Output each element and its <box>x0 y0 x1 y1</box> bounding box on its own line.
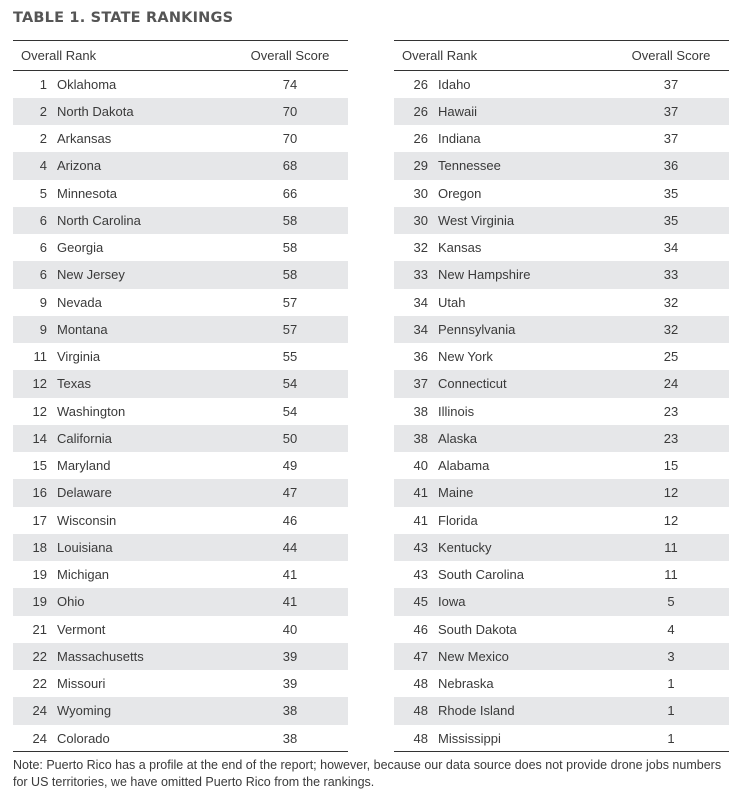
rank-cell: 45 <box>413 594 428 610</box>
state-cell: Washington <box>57 403 126 419</box>
table-row <box>394 670 729 697</box>
rank-cell: 26 <box>413 103 428 119</box>
table-row <box>13 71 348 98</box>
state-cell: Kansas <box>438 240 482 256</box>
score-cell: 36 <box>663 158 679 174</box>
state-cell: Rhode Island <box>438 703 515 719</box>
rank-cell: 14 <box>32 430 47 446</box>
table-row <box>394 289 729 316</box>
rank-cell: 48 <box>413 676 428 692</box>
score-cell: 15 <box>663 458 679 474</box>
score-cell: 1 <box>667 703 675 719</box>
table-row <box>13 316 348 343</box>
state-cell: Georgia <box>57 240 104 256</box>
table-bottom-rule <box>13 751 348 752</box>
rank-cell: 15 <box>32 458 47 474</box>
table-row <box>394 261 729 288</box>
score-cell: 41 <box>282 567 298 583</box>
table-row <box>13 207 348 234</box>
table-row <box>394 534 729 561</box>
table-row <box>13 588 348 615</box>
state-cell: Texas <box>57 376 91 392</box>
state-cell: New Hampshire <box>438 267 531 283</box>
rank-cell: 43 <box>413 567 428 583</box>
score-cell: 5 <box>667 594 675 610</box>
state-cell: Alabama <box>438 458 490 474</box>
table-row <box>13 289 348 316</box>
rank-cell: 33 <box>413 267 428 283</box>
state-cell: Alaska <box>438 430 478 446</box>
state-cell: Pennsylvania <box>438 321 516 337</box>
state-cell: Oregon <box>438 185 482 201</box>
rank-cell: 34 <box>413 321 428 337</box>
table-row <box>394 643 729 670</box>
score-cell: 44 <box>282 539 298 555</box>
score-cell: 3 <box>667 648 675 664</box>
state-cell: New Jersey <box>57 267 125 283</box>
state-cell: North Carolina <box>57 212 141 228</box>
rank-cell: 9 <box>39 321 47 337</box>
header-overall-rank: Overall Rank <box>21 48 97 63</box>
rank-cell: 41 <box>413 485 428 501</box>
score-cell: 35 <box>663 185 679 201</box>
rank-cell: 4 <box>39 158 47 174</box>
table-note: Note: Puerto Rico has a profile at the end of the report; however, because our data source does not provide drone jobs numbers for US territories, we have omitted Puerto Rico from the rankings. <box>13 758 722 789</box>
state-cell: Minnesota <box>57 185 117 201</box>
state-cell: Delaware <box>57 485 112 501</box>
table-row <box>394 370 729 397</box>
rank-cell: 24 <box>32 730 47 746</box>
rank-cell: 38 <box>413 430 428 446</box>
rank-cell: 26 <box>413 131 428 147</box>
rank-cell: 2 <box>39 131 47 147</box>
rank-cell: 43 <box>413 539 428 555</box>
rank-cell: 6 <box>39 240 47 256</box>
state-cell: Nebraska <box>438 676 494 692</box>
header-row <box>394 41 729 71</box>
state-cell: Ohio <box>57 594 85 610</box>
rank-cell: 26 <box>413 76 428 92</box>
score-cell: 4 <box>667 621 675 637</box>
table-row <box>13 125 348 152</box>
rank-cell: 6 <box>39 267 47 283</box>
rank-cell: 30 <box>413 185 428 201</box>
score-cell: 32 <box>663 321 679 337</box>
state-cell: Vermont <box>57 621 106 637</box>
table-row <box>394 452 729 479</box>
table-row <box>13 261 348 288</box>
table-row <box>13 370 348 397</box>
rank-cell: 2 <box>39 103 47 119</box>
table-row <box>394 316 729 343</box>
table-row <box>394 98 729 125</box>
table-row <box>13 234 348 261</box>
rankings-table-right <box>394 40 729 752</box>
state-cell: Tennessee <box>438 158 501 174</box>
state-cell: West Virginia <box>438 212 515 228</box>
state-cell: Florida <box>438 512 478 528</box>
table-row <box>394 125 729 152</box>
score-cell: 70 <box>282 103 298 119</box>
state-cell: Montana <box>57 321 108 337</box>
state-cell: South Carolina <box>438 567 524 583</box>
state-cell: Indiana <box>438 131 481 147</box>
score-cell: 39 <box>282 676 298 692</box>
table-row <box>394 71 729 98</box>
score-cell: 35 <box>663 212 679 228</box>
score-cell: 58 <box>282 212 298 228</box>
score-cell: 40 <box>282 621 298 637</box>
score-cell: 33 <box>663 267 679 283</box>
score-cell: 57 <box>282 321 298 337</box>
table-title: TABLE 1. STATE RANKINGS <box>13 10 234 26</box>
table-row <box>394 343 729 370</box>
rank-cell: 5 <box>39 185 47 201</box>
score-cell: 23 <box>663 403 679 419</box>
state-cell: Maryland <box>57 458 111 474</box>
rank-cell: 22 <box>32 648 47 664</box>
rank-cell: 32 <box>413 240 428 256</box>
table-row <box>13 616 348 643</box>
rank-cell: 19 <box>32 594 47 610</box>
score-cell: 68 <box>282 158 298 174</box>
rank-cell: 40 <box>413 458 428 474</box>
state-cell: Illinois <box>438 403 475 419</box>
rank-cell: 46 <box>413 621 428 637</box>
state-cell: Colorado <box>57 730 110 746</box>
table-row <box>394 725 729 752</box>
state-cell: California <box>57 430 112 446</box>
state-cell: Kentucky <box>438 539 492 555</box>
table-row <box>394 588 729 615</box>
score-cell: 24 <box>663 376 679 392</box>
table-row <box>13 643 348 670</box>
table-row <box>13 180 348 207</box>
table-row <box>13 725 348 752</box>
header-overall-rank: Overall Rank <box>402 48 478 63</box>
rank-cell: 1 <box>39 76 47 92</box>
score-cell: 38 <box>282 730 298 746</box>
rank-cell: 48 <box>413 730 428 746</box>
rank-cell: 21 <box>32 621 47 637</box>
state-cell: Arizona <box>57 158 102 174</box>
rank-cell: 11 <box>33 349 47 365</box>
rank-cell: 16 <box>32 485 47 501</box>
rank-cell: 18 <box>32 539 47 555</box>
table-row <box>13 561 348 588</box>
table-row <box>13 152 348 179</box>
score-cell: 47 <box>282 485 298 501</box>
score-cell: 11 <box>664 567 678 583</box>
score-cell: 32 <box>663 294 679 310</box>
header-overall-score: Overall Score <box>631 48 711 63</box>
score-cell: 1 <box>667 676 675 692</box>
rank-cell: 38 <box>413 403 428 419</box>
header-overall-score: Overall Score <box>250 48 330 63</box>
state-cell: Oklahoma <box>57 76 117 92</box>
table-row <box>394 234 729 261</box>
rank-cell: 37 <box>413 376 428 392</box>
table-row <box>394 561 729 588</box>
table-row <box>13 534 348 561</box>
rank-cell: 22 <box>32 676 47 692</box>
state-cell: New York <box>438 349 493 365</box>
score-cell: 70 <box>282 131 298 147</box>
table-bottom-rule <box>394 751 729 752</box>
score-cell: 55 <box>282 349 298 365</box>
state-cell: Louisiana <box>57 539 113 555</box>
score-cell: 12 <box>663 485 679 501</box>
rank-cell: 34 <box>413 294 428 310</box>
state-cell: Nevada <box>57 294 102 310</box>
table-row <box>13 479 348 506</box>
score-cell: 54 <box>282 376 298 392</box>
state-cell: Iowa <box>438 594 466 610</box>
table-row <box>394 152 729 179</box>
table-row <box>13 697 348 724</box>
state-cell: Wisconsin <box>57 512 117 528</box>
table-row <box>13 425 348 452</box>
state-cell: South Dakota <box>438 621 517 637</box>
score-cell: 34 <box>663 240 679 256</box>
score-cell: 41 <box>282 594 298 610</box>
table-row <box>13 398 348 425</box>
rank-cell: 17 <box>32 512 47 528</box>
table-row <box>394 207 729 234</box>
state-cell: New Mexico <box>438 648 509 664</box>
state-cell: Maine <box>438 485 474 501</box>
table-row <box>394 616 729 643</box>
header-row <box>13 41 348 71</box>
score-cell: 11 <box>664 539 678 555</box>
rank-cell: 6 <box>39 212 47 228</box>
score-cell: 54 <box>282 403 298 419</box>
state-cell: Arkansas <box>57 131 112 147</box>
state-cell: North Dakota <box>57 103 134 119</box>
state-cell: Missouri <box>57 676 106 692</box>
table-row <box>13 507 348 534</box>
rank-cell: 19 <box>32 567 47 583</box>
rank-cell: 41 <box>413 512 428 528</box>
score-cell: 58 <box>282 267 298 283</box>
rank-cell: 48 <box>413 703 428 719</box>
table-row <box>394 507 729 534</box>
score-cell: 74 <box>282 76 298 92</box>
rank-cell: 30 <box>413 212 428 228</box>
table-row <box>394 697 729 724</box>
state-cell: Utah <box>438 294 466 310</box>
score-cell: 50 <box>282 430 298 446</box>
table-row <box>13 452 348 479</box>
rankings-table-left <box>13 40 348 752</box>
table-row <box>13 343 348 370</box>
table-row <box>13 670 348 697</box>
score-cell: 12 <box>663 512 679 528</box>
table-row <box>13 98 348 125</box>
rank-cell: 9 <box>39 294 47 310</box>
score-cell: 23 <box>663 430 679 446</box>
score-cell: 39 <box>282 648 298 664</box>
state-cell: Virginia <box>57 349 101 365</box>
score-cell: 1 <box>667 730 675 746</box>
state-cell: Connecticut <box>438 376 507 392</box>
rank-cell: 12 <box>32 403 47 419</box>
state-cell: Michigan <box>57 567 110 583</box>
score-cell: 38 <box>282 703 298 719</box>
score-cell: 57 <box>282 294 298 310</box>
rank-cell: 24 <box>32 703 47 719</box>
table-row <box>394 180 729 207</box>
state-cell: Mississippi <box>438 730 501 746</box>
state-cell: Massachusetts <box>57 648 144 664</box>
state-cell: Hawaii <box>438 103 478 119</box>
rank-cell: 47 <box>413 648 428 664</box>
score-cell: 66 <box>282 185 298 201</box>
score-cell: 37 <box>663 103 679 119</box>
score-cell: 46 <box>282 512 298 528</box>
table-row <box>394 425 729 452</box>
rank-cell: 12 <box>32 376 47 392</box>
score-cell: 37 <box>663 76 679 92</box>
score-cell: 49 <box>282 458 298 474</box>
table-row <box>394 479 729 506</box>
table-row <box>394 398 729 425</box>
score-cell: 25 <box>663 349 679 365</box>
state-cell: Idaho <box>438 76 471 92</box>
score-cell: 58 <box>282 240 298 256</box>
state-cell: Wyoming <box>57 703 112 719</box>
rank-cell: 36 <box>413 349 428 365</box>
rank-cell: 29 <box>413 158 428 174</box>
score-cell: 37 <box>663 131 679 147</box>
